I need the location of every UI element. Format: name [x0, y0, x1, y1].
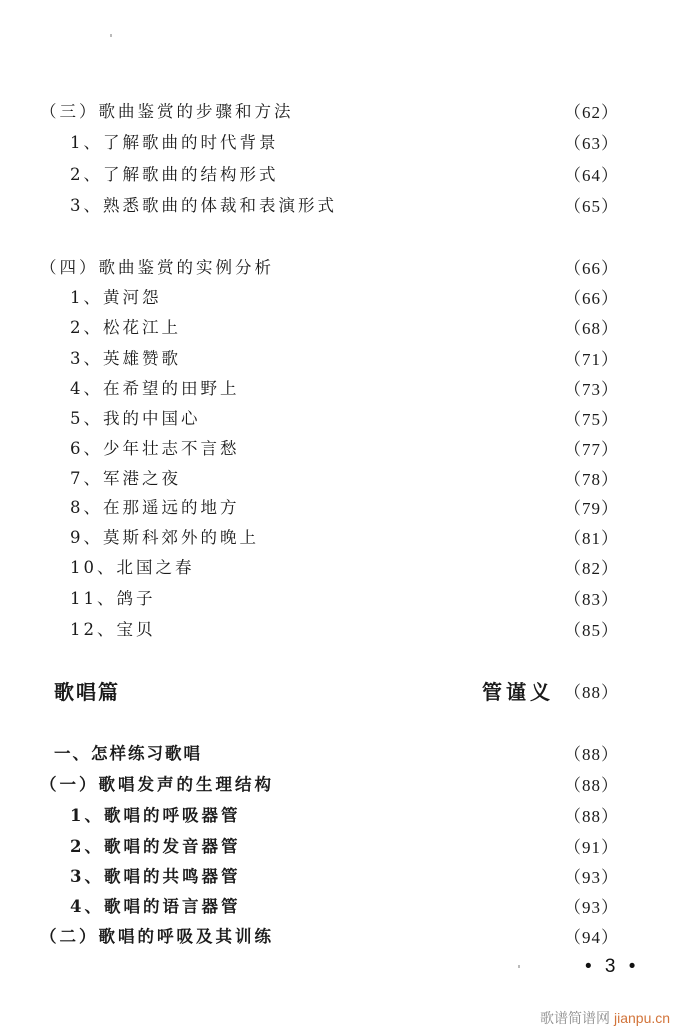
toc-section-title: （二）歌唱的呼吸及其训练	[40, 927, 274, 946]
page-ref: （94）	[564, 927, 619, 947]
page-ref: （85）	[564, 620, 619, 640]
toc-item[interactable]	[0, 161, 690, 185]
toc-item[interactable]	[0, 465, 690, 489]
dot-leader	[296, 98, 561, 122]
toc-item-title: 2、歌唱的发音器管	[70, 837, 241, 856]
watermark	[540, 1008, 670, 1028]
toc-section[interactable]	[0, 98, 690, 122]
toc-item[interactable]	[0, 405, 690, 429]
toc-item-title: 6、少年壮志不言愁	[70, 439, 240, 458]
toc-item-title: 3、歌唱的共鸣器管	[70, 867, 241, 886]
toc-chapter[interactable]	[0, 740, 690, 764]
toc-item-title: 12、宝贝	[70, 620, 156, 639]
dot-leader	[197, 554, 561, 578]
page-ref: （93）	[564, 897, 619, 917]
dot-leader	[183, 465, 560, 489]
toc-item[interactable]	[0, 585, 690, 609]
page-ref: （71）	[564, 349, 619, 369]
toc-chapter-title: 一、怎样练习歌唱	[54, 744, 202, 763]
page-ref: （93）	[564, 867, 619, 887]
toc-part-title: 歌唱篇	[54, 679, 120, 704]
page-ref: （88）	[564, 775, 619, 795]
dot-leader	[164, 284, 561, 308]
page-ref: （88）	[564, 682, 619, 702]
toc-item-title: 7、军港之夜	[70, 469, 181, 488]
toc-item[interactable]	[0, 863, 690, 887]
page-ref: （77）	[564, 439, 619, 459]
page-ref: （66）	[564, 288, 619, 308]
toc-item[interactable]	[0, 192, 690, 216]
page-ref: （79）	[564, 498, 619, 518]
page-ref: （68）	[564, 318, 619, 338]
watermark-url: jianpu.cn	[614, 1010, 671, 1026]
dot-leader	[276, 923, 560, 947]
toc-item-title: 10、北国之春	[70, 558, 195, 577]
page-ref: （88）	[564, 806, 619, 826]
toc-section[interactable]	[0, 254, 690, 278]
toc-item[interactable]	[0, 375, 690, 399]
dot-leader	[242, 802, 560, 826]
toc-item[interactable]	[0, 893, 690, 917]
page-ref: （64）	[564, 165, 619, 185]
toc-item-title: 1、歌唱的呼吸器管	[70, 806, 241, 825]
toc-item-title: 3、熟悉歌曲的体裁和表演形式	[70, 196, 337, 215]
toc-item-title: 1、黄河怨	[70, 288, 162, 307]
dot-leader	[242, 833, 560, 857]
dot-leader	[281, 129, 561, 153]
dot-leader	[339, 192, 560, 216]
dot-leader	[158, 585, 561, 609]
toc-section-title: （一）歌唱发声的生理结构	[40, 775, 274, 794]
page-ref: （65）	[564, 196, 619, 216]
toc-item[interactable]	[0, 616, 690, 640]
toc-item[interactable]	[0, 833, 690, 857]
toc-item-title: 8、在那遥远的地方	[70, 498, 240, 517]
page-ref: （73）	[564, 379, 619, 399]
dot-leader	[122, 678, 478, 702]
toc-item[interactable]	[0, 524, 690, 548]
page-ref: （78）	[564, 469, 619, 489]
toc-item-title: 11、鸽子	[70, 589, 156, 608]
dot-leader	[261, 524, 560, 548]
dot-leader	[203, 405, 561, 429]
page-ref: （63）	[564, 133, 619, 153]
dot-leader	[183, 345, 560, 369]
toc-item[interactable]	[0, 435, 690, 459]
page-ref: （75）	[564, 409, 619, 429]
dot-leader	[158, 616, 561, 640]
dot-leader	[242, 435, 561, 459]
page-ref: （62）	[564, 102, 619, 122]
toc-item[interactable]	[0, 802, 690, 826]
page-ref: （66）	[564, 258, 619, 278]
toc-item[interactable]	[0, 284, 690, 308]
dot-leader	[276, 254, 560, 278]
toc-item[interactable]	[0, 494, 690, 518]
toc-item[interactable]	[0, 554, 690, 578]
dot-leader	[276, 771, 560, 795]
scan-speck	[110, 34, 112, 37]
toc-section[interactable]	[0, 771, 690, 795]
toc-item-title: 4、歌唱的语言器管	[70, 897, 241, 916]
dot-leader	[242, 375, 561, 399]
dot-leader	[242, 494, 561, 518]
toc-part[interactable]	[0, 676, 690, 704]
page-ref: （83）	[564, 589, 619, 609]
toc-item-title: 9、莫斯科郊外的晚上	[70, 528, 259, 547]
toc-item[interactable]	[0, 129, 690, 153]
toc-item[interactable]	[0, 345, 690, 369]
toc-section[interactable]	[0, 923, 690, 947]
toc-item-title: 2、松花江上	[70, 318, 181, 337]
page-ref: （82）	[564, 558, 619, 578]
dot-leader	[183, 314, 560, 338]
page-number: • 3 •	[585, 956, 640, 977]
toc-item[interactable]	[0, 314, 690, 338]
page-ref: （91）	[564, 837, 619, 857]
dot-leader	[204, 740, 560, 764]
dot-leader	[242, 893, 560, 917]
toc-item-title: 2、了解歌曲的结构形式	[70, 165, 279, 184]
page-ref: （88）	[564, 744, 619, 764]
toc-item-title: 4、在希望的田野上	[70, 379, 240, 398]
scan-speck	[518, 965, 520, 968]
toc-item-title: 5、我的中国心	[70, 409, 201, 428]
dot-leader	[281, 161, 561, 185]
toc-section-title: （三）歌曲鉴赏的步骤和方法	[40, 102, 294, 121]
toc-item-title: 3、英雄赞歌	[70, 349, 181, 368]
toc-section-title: （四）歌曲鉴赏的实例分析	[40, 258, 274, 277]
dot-leader	[242, 863, 560, 887]
toc-item-title: 1、了解歌曲的时代背景	[70, 133, 279, 152]
page-ref: （81）	[564, 528, 619, 548]
watermark-site-name: 歌谱简谱网	[540, 1011, 610, 1027]
toc-part-author: 管谨义	[482, 679, 554, 704]
